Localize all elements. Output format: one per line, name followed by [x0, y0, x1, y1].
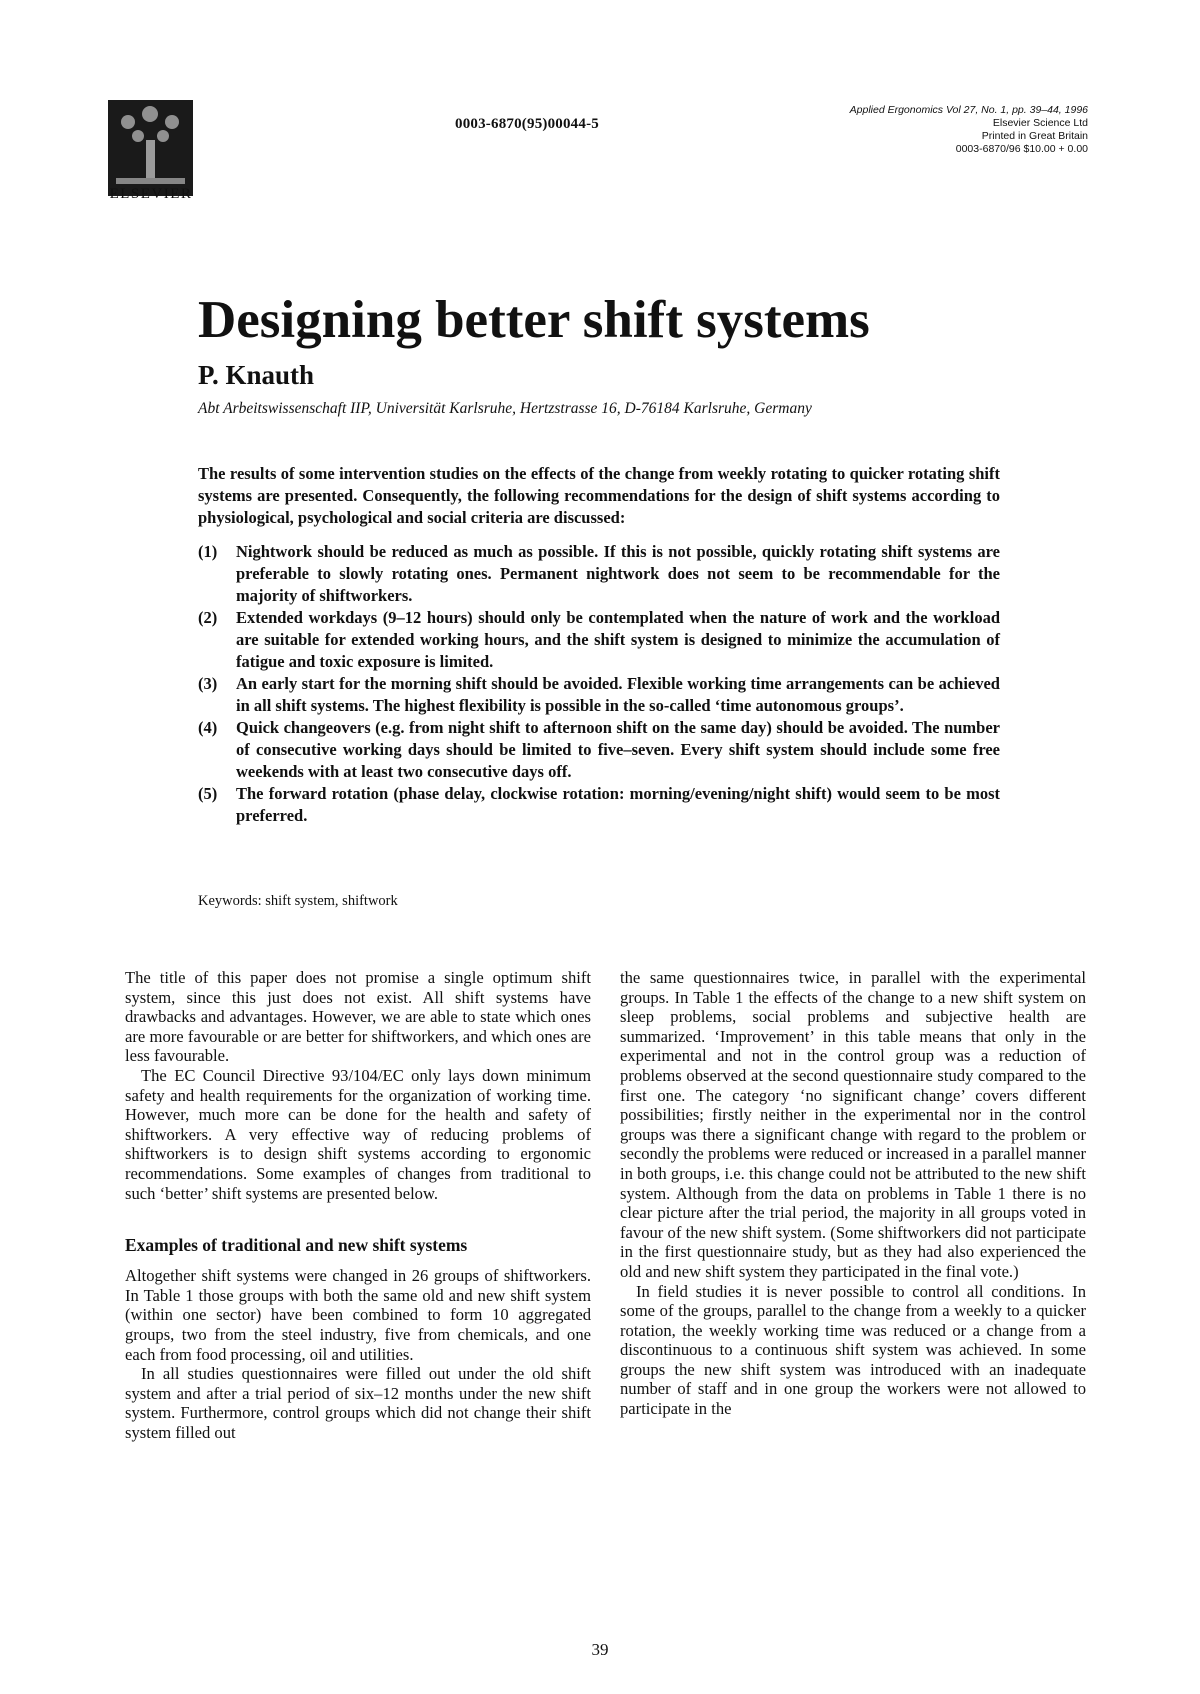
recommendation-list	[198, 541, 1000, 827]
body-paragraph: In all studies questionnaires were filled out under the old shift system and after a trial period of six–12 months under the new shift system. Furthermore, control groups which did not change their shift system filled out	[125, 1364, 591, 1442]
list-item-number: (4)	[198, 718, 218, 737]
body-paragraph: The title of this paper does not promise a single optimum shift system, since this just does not exist. All shift systems have drawbacks and advantages. However, we are able to state which ones are more favourable or are better for shiftworkers, and which ones are less favourable.	[125, 968, 591, 1066]
body-paragraph: The EC Council Directive 93/104/EC only lays down minimum safety and health requirements for the organization of working time. However, much more can be done for the health and safety of shiftworkers. A very effective way of reducing problems of shiftworkers is to design shift systems according to ergonomic recommendations. Some examples of changes from traditional to such ‘better’ shift systems are presented below.	[125, 1065, 591, 1203]
list-item-number: (3)	[198, 674, 218, 693]
doi-code: 0003-6870(95)00044-5	[455, 116, 599, 132]
keywords: Keywords: shift system, shiftwork	[198, 893, 398, 909]
section-heading: Examples of traditional and new shift systems	[125, 1235, 468, 1256]
list-item-text: Quick changeovers (e.g. from night shift to afternoon shift on the same day) should be avoided. The number of consecutive working days should be limited to five–seven. Every shift system should include some free weekends with at least two consecutive days off.	[236, 718, 1000, 781]
list-item-number: (2)	[198, 608, 218, 627]
list-item	[198, 541, 1000, 607]
abstract	[198, 463, 1000, 827]
elsevier-tree-logo	[108, 100, 193, 196]
list-item	[198, 607, 1000, 673]
author-affiliation: Abt Arbeitswissenschaft IIP, Universität Karlsruhe, Hertzstrasse 16, D-76184 Karlsruhe, Germany	[198, 400, 812, 417]
body-column-left	[125, 968, 591, 1442]
page-number: 39	[591, 1640, 609, 1659]
article-title: Designing better shift systems	[198, 290, 870, 349]
list-item	[198, 783, 1000, 827]
list-item-text: Nightwork should be reduced as much as possible. If this is not possible, quickly rotating shift systems are preferable to slowly rotating ones. Permanent nightwork does not seem to be recommendable for the majority of shiftworkers.	[236, 542, 1000, 605]
body-paragraph: the same questionnaires twice, in parallel with the experimental groups. In Table 1 the effects of the change to a new shift system on sleep problems, social problems and subjective health are summarized. ‘Improvement’ in this table means that only in the experimental and not in the control group was a reduction of problems observed at the second questionnaire study compared to the first one. The category ‘no significant change’ covers different possibilities; firstly neither in the experimental nor in the control groups was there a significant change with regard to the problem or secondly the problems were reduced or increased in a parallel manner in both groups, i.e. this change could not be attributed to the new shift system. Although from the data on problems in Table 1 there is no clear picture after the trial period, the majority in all groups voted in favour of the new shift system. (Some shiftworkers did not participate in the first questionnaire study, but as they had also experienced the old and new shift system they participated in the final vote.)	[620, 968, 1086, 1281]
journal-price: 0003-6870/96 $10.00 + 0.00	[955, 143, 1088, 155]
abstract-intro: The results of some intervention studies on the effects of the change from weekly rotating to quicker rotating shift systems are presented. Consequently, the following recommendations for the design of shift systems according to physiological, psychological and social criteria are discussed:	[198, 464, 1000, 527]
publisher-name: ELSEVIER	[109, 186, 193, 202]
article-author: P. Knauth	[198, 360, 315, 390]
list-item-text: The forward rotation (phase delay, clockwise rotation: morning/evening/night shift) would seem to be most preferred.	[236, 784, 1000, 825]
body-paragraph: In field studies it is never possible to control all conditions. In some of the groups, parallel to the change from a weekly to a quicker rotation, the weekly working time was reduced or a change from a discontinuous to a continuous shift system was achieved. In some groups the new shift system was introduced with an inadequate number of staff and in one group the workers were not allowed to participate in the	[620, 1281, 1086, 1419]
list-item-text: An early start for the morning shift should be avoided. Flexible working time arrangements can be achieved in all shift systems. The highest flexibility is possible in the so-called ‘time autonomous groups’.	[236, 674, 1000, 715]
journal-publisher: Elsevier Science Ltd	[992, 117, 1088, 129]
list-item-number: (1)	[198, 542, 218, 561]
journal-citation: Applied Ergonomics Vol 27, No. 1, pp. 39–44, 1996	[849, 104, 1088, 116]
list-item	[198, 717, 1000, 783]
journal-printed: Printed in Great Britain	[981, 130, 1088, 142]
list-item	[198, 673, 1000, 717]
body-column-right	[620, 968, 1086, 1419]
body-paragraph: Altogether shift systems were changed in 26 groups of shiftworkers. In Table 1 those groups with both the same old and new shift system (within one sector) have been combined to form 10 aggregated groups, two from the steel industry, five from chemicals, and one each from food processing, oil and utilities.	[125, 1266, 591, 1364]
journal-info	[850, 104, 1088, 156]
list-item-number: (5)	[198, 784, 218, 803]
list-item-text: Extended workdays (9–12 hours) should only be contemplated when the nature of work and the workload are suitable for extended working hours, and the shift system is designed to minimize the accumulation of fatigue and toxic exposure is limited.	[236, 608, 1000, 671]
